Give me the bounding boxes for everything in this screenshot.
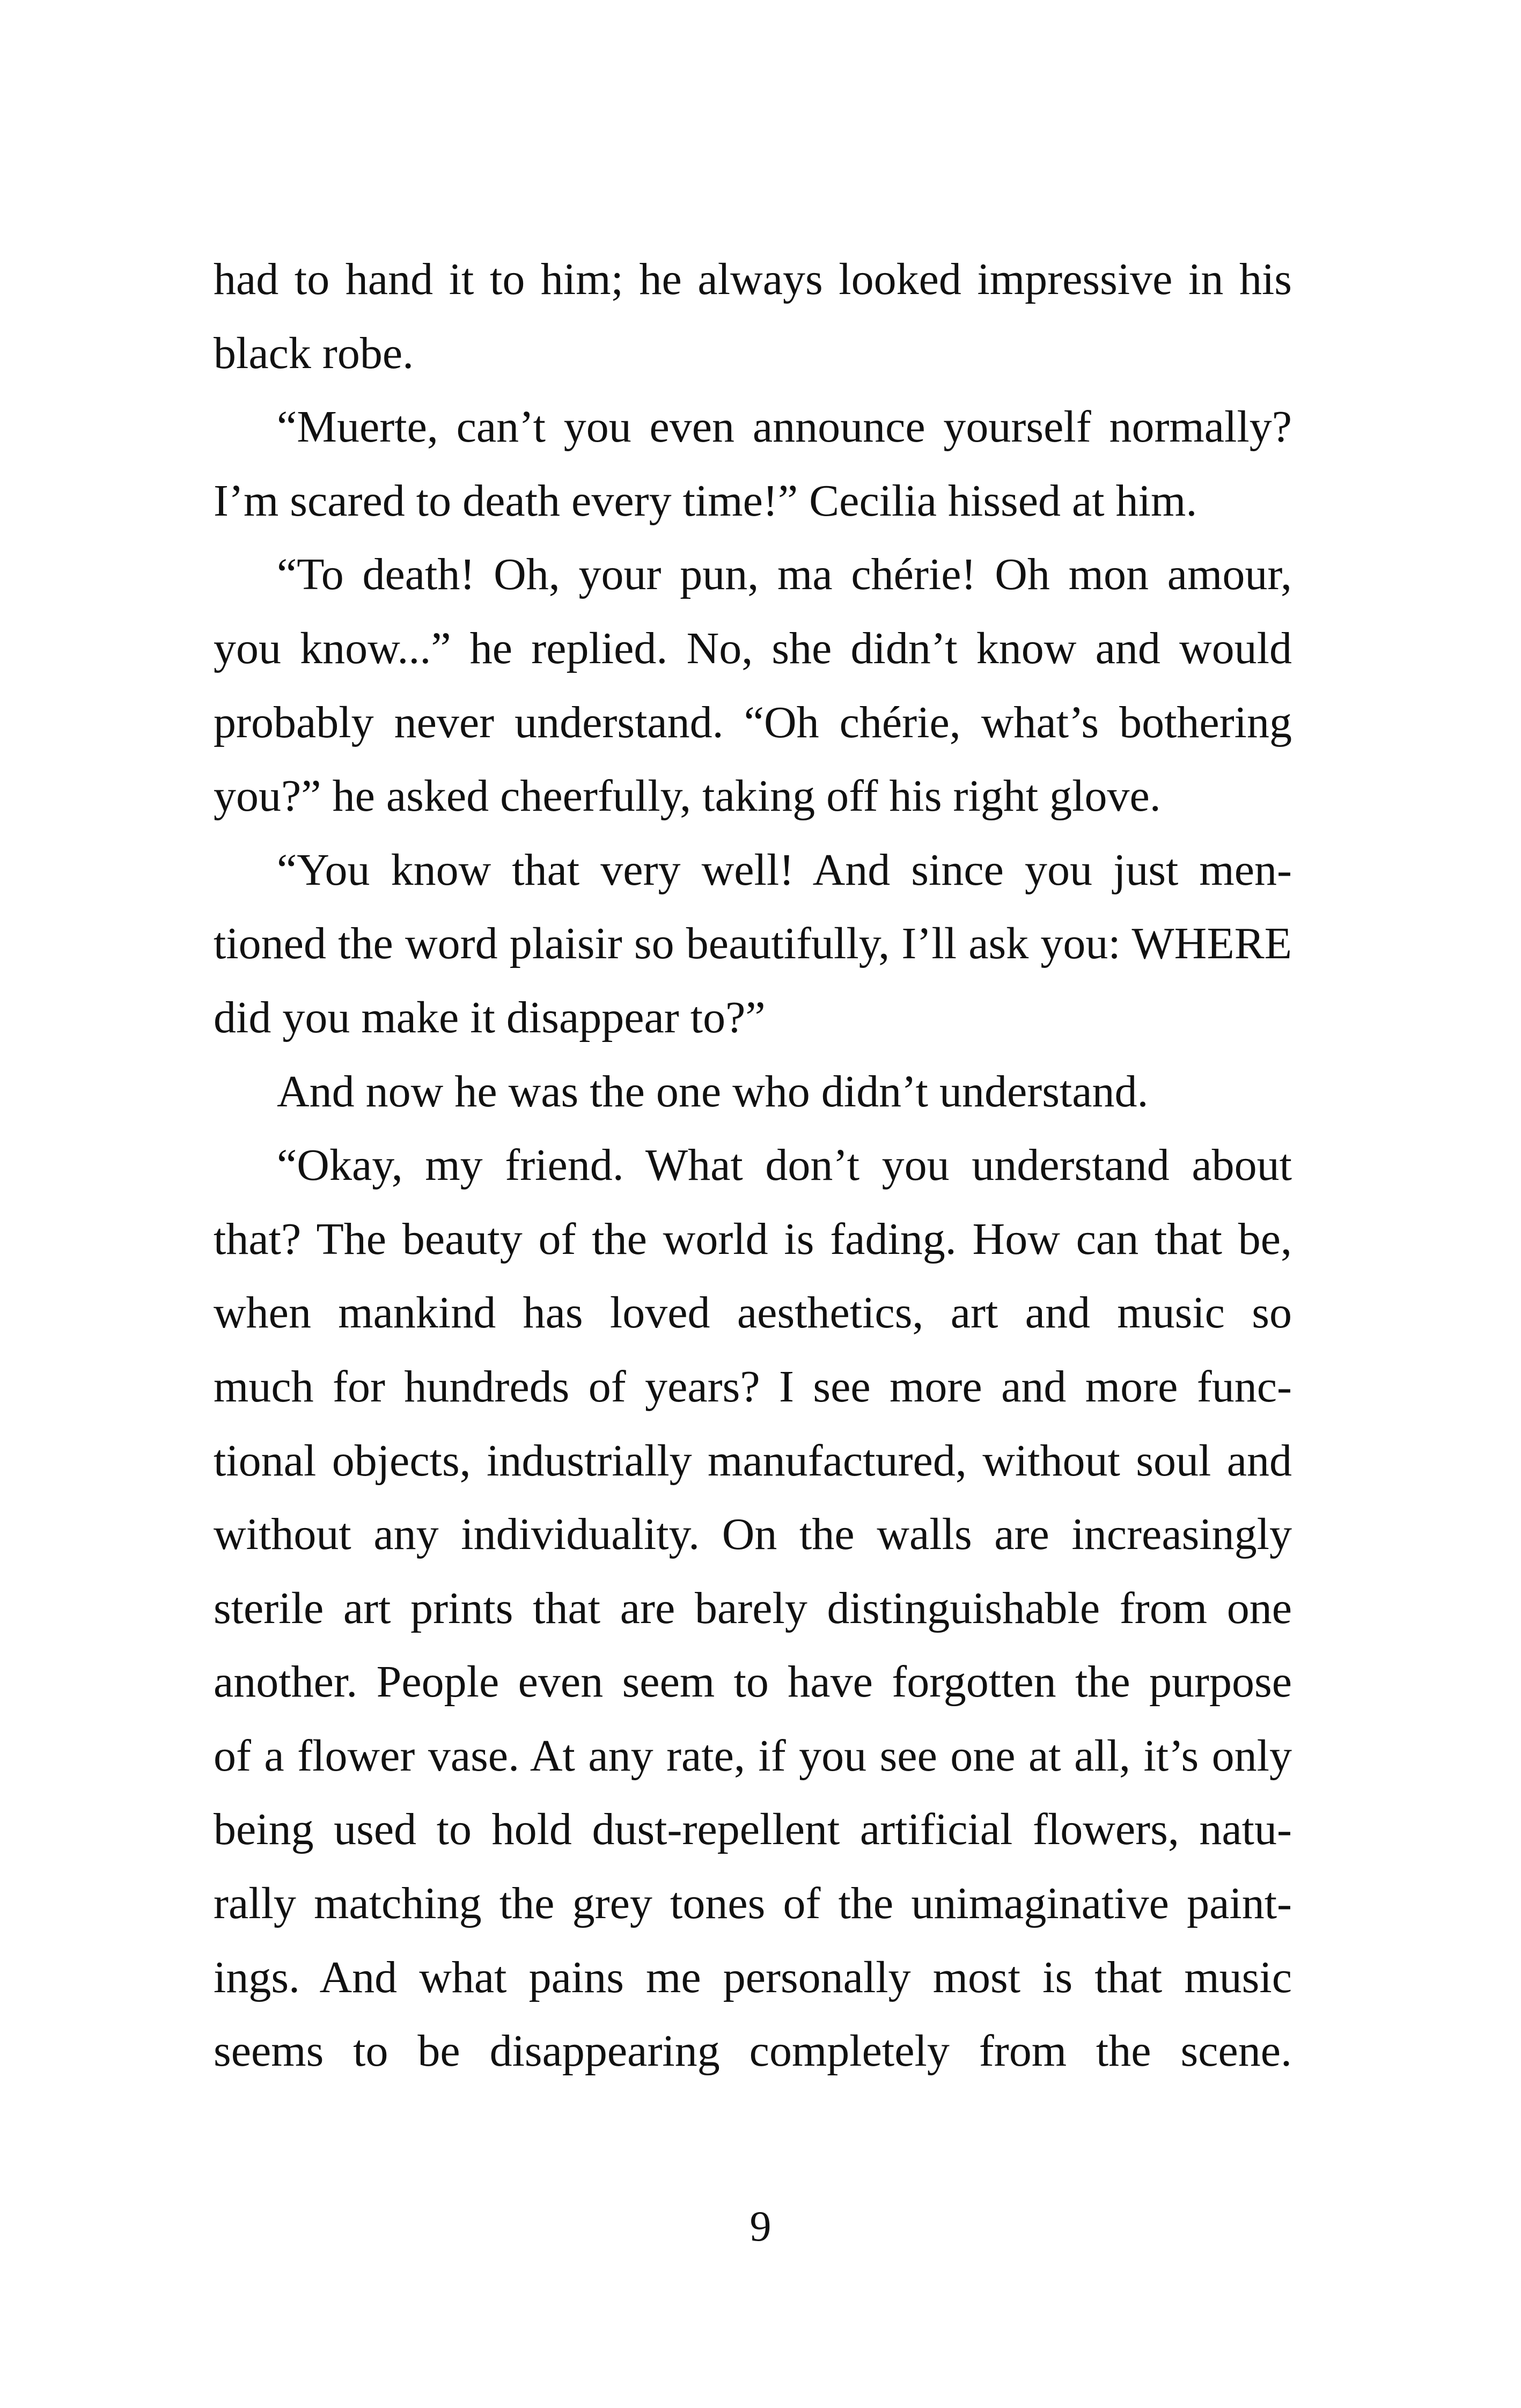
text-line: had to hand it to him; he always looked impressive in his [214,254,1292,304]
body-text [214,243,1292,2088]
text-line: of a flower vase. At any rate, if you see one at all, it’s only [214,1730,1292,1781]
text-line: black robe. [214,328,414,378]
text-line: tioned the word plaisir so beautifully, I’ll ask you: WHERE [214,919,1292,969]
text-line: you know...” he replied. No, she didn’t know and would [214,623,1292,673]
text-line: that? The beauty of the world is fading. How can that be, [214,1214,1292,1264]
text-line: another. People even seem to have forgotten the purpose [214,1657,1292,1707]
text-line: much for hundreds of years? I see more and more func- [214,1361,1292,1412]
text-line: And now he was the one who didn’t understand. [277,1066,1149,1117]
text-line: I’m scared to death every time!” Cecilia hissed at him. [214,475,1197,526]
text-line: sterile art prints that are barely distinguishable from one [214,1583,1292,1633]
text-line: “Okay, my friend. What don’t you understand about [277,1140,1292,1191]
text-line: when mankind has loved aesthetics, art and music so [214,1288,1292,1338]
page-number: 9 [750,2203,771,2250]
text-line: “To death! Oh, your pun, ma chérie! Oh mon amour, [277,549,1292,600]
text-line: ings. And what pains me personally most is that music [214,1952,1292,2002]
text-line: rally matching the grey tones of the unimaginative paint- [214,1878,1292,1929]
text-line: seems to be disappearing completely from the scene. [214,2026,1292,2076]
text-line: probably never understand. “Oh chérie, what’s bothering [214,697,1292,747]
text-line: “Muerte, can’t you even announce yourself normally? [277,402,1292,452]
text-line: you?” he asked cheerfully, taking off his right glove. [214,771,1161,821]
text-line: tional objects, industrially manufactured, without soul and [214,1435,1292,1486]
text-line: without any individuality. On the walls are increasingly [214,1509,1292,1560]
text-line: being used to hold dust-repellent artificial flowers, natu- [214,1804,1292,1855]
text-line: did you make it disappear to?” [214,992,766,1043]
text-line: “You know that very well! And since you just men- [277,845,1292,895]
